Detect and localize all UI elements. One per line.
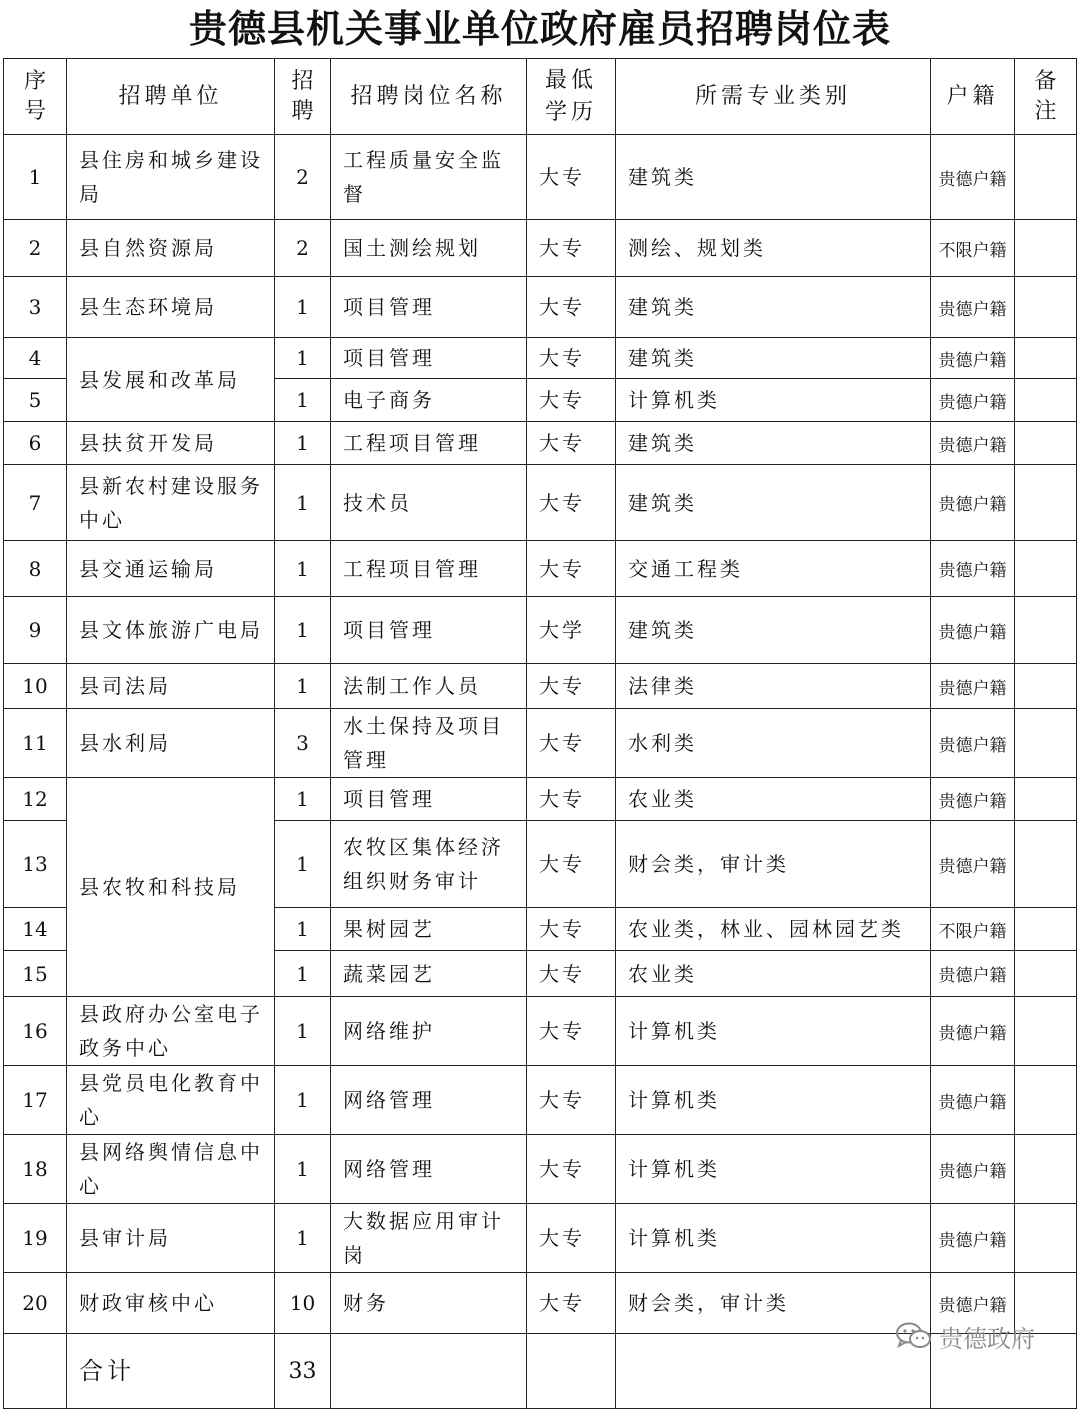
table-row (4, 338, 1077, 379)
row-education: 大专 (527, 1135, 616, 1204)
row-seq: 1 (4, 135, 67, 220)
row-unit: 县扶贫开发局 (67, 422, 275, 465)
row-remark (1015, 220, 1077, 277)
table-row (4, 709, 1077, 778)
row-unit: 县司法局 (67, 664, 275, 709)
row-unit: 县政府办公室电子政务中心 (67, 997, 275, 1066)
row-major: 交通工程类 (616, 541, 931, 597)
row-count: 2 (275, 220, 331, 277)
row-unit: 县发展和改革局 (67, 338, 275, 422)
row-seq: 7 (4, 465, 67, 541)
row-education: 大专 (527, 220, 616, 277)
row-major: 计算机类 (616, 1135, 931, 1204)
table-row (4, 1066, 1077, 1135)
row-count: 1 (275, 908, 331, 951)
total-major-empty (616, 1334, 931, 1409)
table-row (4, 1135, 1077, 1204)
table-row (4, 465, 1077, 541)
row-seq: 15 (4, 951, 67, 997)
row-seq: 16 (4, 997, 67, 1066)
header-unit: 招聘单位 (67, 59, 275, 135)
row-seq: 20 (4, 1273, 67, 1334)
row-remark (1015, 277, 1077, 338)
row-remark (1015, 778, 1077, 821)
row-education: 大专 (527, 997, 616, 1066)
row-remark (1015, 997, 1077, 1066)
row-household: 贵德户籍 (931, 664, 1015, 709)
row-major: 测绘、规划类 (616, 220, 931, 277)
row-seq: 3 (4, 277, 67, 338)
row-count: 1 (275, 951, 331, 997)
row-remark (1015, 465, 1077, 541)
row-remark (1015, 821, 1077, 908)
row-education: 大学 (527, 597, 616, 664)
row-position: 电子商务 (331, 379, 527, 422)
row-education: 大专 (527, 709, 616, 778)
row-count: 1 (275, 277, 331, 338)
row-household: 贵德户籍 (931, 951, 1015, 997)
row-education: 大专 (527, 1204, 616, 1273)
row-position: 财务 (331, 1273, 527, 1334)
row-household: 贵德户籍 (931, 597, 1015, 664)
header-major: 所需专业类别 (616, 59, 931, 135)
row-household: 贵德户籍 (931, 778, 1015, 821)
watermark-text: 贵德政府 (939, 1324, 1035, 1353)
row-remark (1015, 338, 1077, 379)
row-household: 贵德户籍 (931, 709, 1015, 778)
table-row (4, 135, 1077, 220)
row-household: 贵德户籍 (931, 821, 1015, 908)
row-major: 计算机类 (616, 1066, 931, 1135)
row-unit: 县农牧和科技局 (67, 778, 275, 997)
row-unit: 县网络舆情信息中心 (67, 1135, 275, 1204)
row-position: 水土保持及项目管理 (331, 709, 527, 778)
row-seq: 18 (4, 1135, 67, 1204)
row-count: 2 (275, 135, 331, 220)
table-row (4, 997, 1077, 1066)
row-count: 1 (275, 541, 331, 597)
table-row (4, 597, 1077, 664)
row-unit: 县自然资源局 (67, 220, 275, 277)
row-position: 网络维护 (331, 997, 527, 1066)
row-seq: 12 (4, 778, 67, 821)
row-count: 1 (275, 1066, 331, 1135)
row-remark (1015, 379, 1077, 422)
row-education: 大专 (527, 422, 616, 465)
row-position: 工程项目管理 (331, 422, 527, 465)
row-position: 工程项目管理 (331, 541, 527, 597)
row-count: 10 (275, 1273, 331, 1334)
page-title: 贵德县机关事业单位政府雇员招聘岗位表 (188, 6, 891, 51)
row-position: 大数据应用审计岗 (331, 1204, 527, 1273)
row-household: 贵德户籍 (931, 135, 1015, 220)
row-education: 大专 (527, 1273, 616, 1334)
table-row (4, 778, 1077, 821)
row-position: 国土测绘规划 (331, 220, 527, 277)
row-major: 农业类，林业、园林园艺类 (616, 908, 931, 951)
row-seq: 5 (4, 379, 67, 422)
row-count: 1 (275, 821, 331, 908)
row-seq: 8 (4, 541, 67, 597)
total-label: 合计 (67, 1334, 275, 1409)
row-unit: 县文体旅游广电局 (67, 597, 275, 664)
row-education: 大专 (527, 951, 616, 997)
row-major: 农业类 (616, 951, 931, 997)
row-unit: 县新农村建设服务中心 (67, 465, 275, 541)
row-household: 贵德户籍 (931, 1135, 1015, 1204)
table-row (4, 541, 1077, 597)
row-position: 法制工作人员 (331, 664, 527, 709)
row-count: 1 (275, 997, 331, 1066)
recruitment-table (3, 58, 1077, 1409)
row-major: 财会类，审计类 (616, 821, 931, 908)
row-position: 工程质量安全监督 (331, 135, 527, 220)
row-major: 计算机类 (616, 1204, 931, 1273)
row-seq: 9 (4, 597, 67, 664)
total-position-empty (331, 1334, 527, 1409)
row-education: 大专 (527, 379, 616, 422)
row-household: 贵德户籍 (931, 541, 1015, 597)
row-position: 技术员 (331, 465, 527, 541)
header-count: 招聘 (275, 59, 331, 135)
row-position: 网络管理 (331, 1135, 527, 1204)
row-seq: 19 (4, 1204, 67, 1273)
row-count: 1 (275, 664, 331, 709)
row-major: 计算机类 (616, 379, 931, 422)
row-major: 建筑类 (616, 135, 931, 220)
row-household: 贵德户籍 (931, 1273, 1015, 1334)
row-remark (1015, 1204, 1077, 1273)
table-row (4, 1204, 1077, 1273)
row-seq: 2 (4, 220, 67, 277)
row-household: 贵德户籍 (931, 422, 1015, 465)
row-seq: 17 (4, 1066, 67, 1135)
row-household: 不限户籍 (931, 220, 1015, 277)
row-household: 贵德户籍 (931, 379, 1015, 422)
row-education: 大专 (527, 338, 616, 379)
row-household: 贵德户籍 (931, 338, 1015, 379)
row-unit: 县水利局 (67, 709, 275, 778)
row-unit: 县审计局 (67, 1204, 275, 1273)
row-unit: 县交通运输局 (67, 541, 275, 597)
row-remark (1015, 908, 1077, 951)
row-unit: 财政审核中心 (67, 1273, 275, 1334)
row-education: 大专 (527, 908, 616, 951)
header-education: 最低学历 (527, 59, 616, 135)
row-position: 蔬菜园艺 (331, 951, 527, 997)
row-count: 1 (275, 465, 331, 541)
total-seq-empty (4, 1334, 67, 1409)
watermark (895, 1316, 1035, 1356)
row-unit: 县生态环境局 (67, 277, 275, 338)
row-position: 网络管理 (331, 1066, 527, 1135)
table-row (4, 664, 1077, 709)
row-count: 1 (275, 778, 331, 821)
row-position: 项目管理 (331, 277, 527, 338)
row-seq: 10 (4, 664, 67, 709)
row-seq: 6 (4, 422, 67, 465)
row-household: 贵德户籍 (931, 1204, 1015, 1273)
row-household: 贵德户籍 (931, 465, 1015, 541)
row-major: 建筑类 (616, 465, 931, 541)
total-count: 33 (275, 1334, 331, 1409)
row-remark (1015, 541, 1077, 597)
row-count: 1 (275, 1135, 331, 1204)
row-major: 水利类 (616, 709, 931, 778)
row-major: 建筑类 (616, 277, 931, 338)
header-remark: 备注 (1015, 59, 1077, 135)
row-education: 大专 (527, 277, 616, 338)
row-household: 贵德户籍 (931, 1066, 1015, 1135)
table-row (4, 277, 1077, 338)
row-count: 1 (275, 422, 331, 465)
row-seq: 14 (4, 908, 67, 951)
row-education: 大专 (527, 541, 616, 597)
header-row (4, 59, 1077, 135)
row-count: 1 (275, 379, 331, 422)
row-major: 财会类，审计类 (616, 1273, 931, 1334)
row-major: 法律类 (616, 664, 931, 709)
row-education: 大专 (527, 1066, 616, 1135)
row-education: 大专 (527, 135, 616, 220)
row-unit: 县住房和城乡建设局 (67, 135, 275, 220)
row-education: 大专 (527, 821, 616, 908)
row-major: 农业类 (616, 778, 931, 821)
row-household: 贵德户籍 (931, 997, 1015, 1066)
row-seq: 11 (4, 709, 67, 778)
row-seq: 4 (4, 338, 67, 379)
row-count: 1 (275, 338, 331, 379)
row-major: 计算机类 (616, 997, 931, 1066)
wechat-icon (895, 1321, 933, 1351)
row-count: 1 (275, 597, 331, 664)
row-remark (1015, 709, 1077, 778)
row-count: 3 (275, 709, 331, 778)
row-remark (1015, 422, 1077, 465)
row-major: 建筑类 (616, 338, 931, 379)
header-position: 招聘岗位名称 (331, 59, 527, 135)
total-education-empty (527, 1334, 616, 1409)
table-row (4, 422, 1077, 465)
row-remark (1015, 135, 1077, 220)
row-education: 大专 (527, 778, 616, 821)
row-remark (1015, 597, 1077, 664)
row-major: 建筑类 (616, 597, 931, 664)
row-education: 大专 (527, 664, 616, 709)
row-remark (1015, 951, 1077, 997)
row-remark (1015, 1066, 1077, 1135)
row-position: 项目管理 (331, 338, 527, 379)
row-household: 不限户籍 (931, 908, 1015, 951)
row-unit: 县党员电化教育中心 (67, 1066, 275, 1135)
row-count: 1 (275, 1204, 331, 1273)
row-household: 贵德户籍 (931, 277, 1015, 338)
row-major: 建筑类 (616, 422, 931, 465)
row-position: 项目管理 (331, 597, 527, 664)
header-seq: 序号 (4, 59, 67, 135)
row-position: 果树园艺 (331, 908, 527, 951)
row-position: 农牧区集体经济组织财务审计 (331, 821, 527, 908)
table-row (4, 220, 1077, 277)
row-seq: 13 (4, 821, 67, 908)
row-education: 大专 (527, 465, 616, 541)
row-position: 项目管理 (331, 778, 527, 821)
header-household: 户籍 (931, 59, 1015, 135)
row-remark (1015, 664, 1077, 709)
row-remark (1015, 1135, 1077, 1204)
